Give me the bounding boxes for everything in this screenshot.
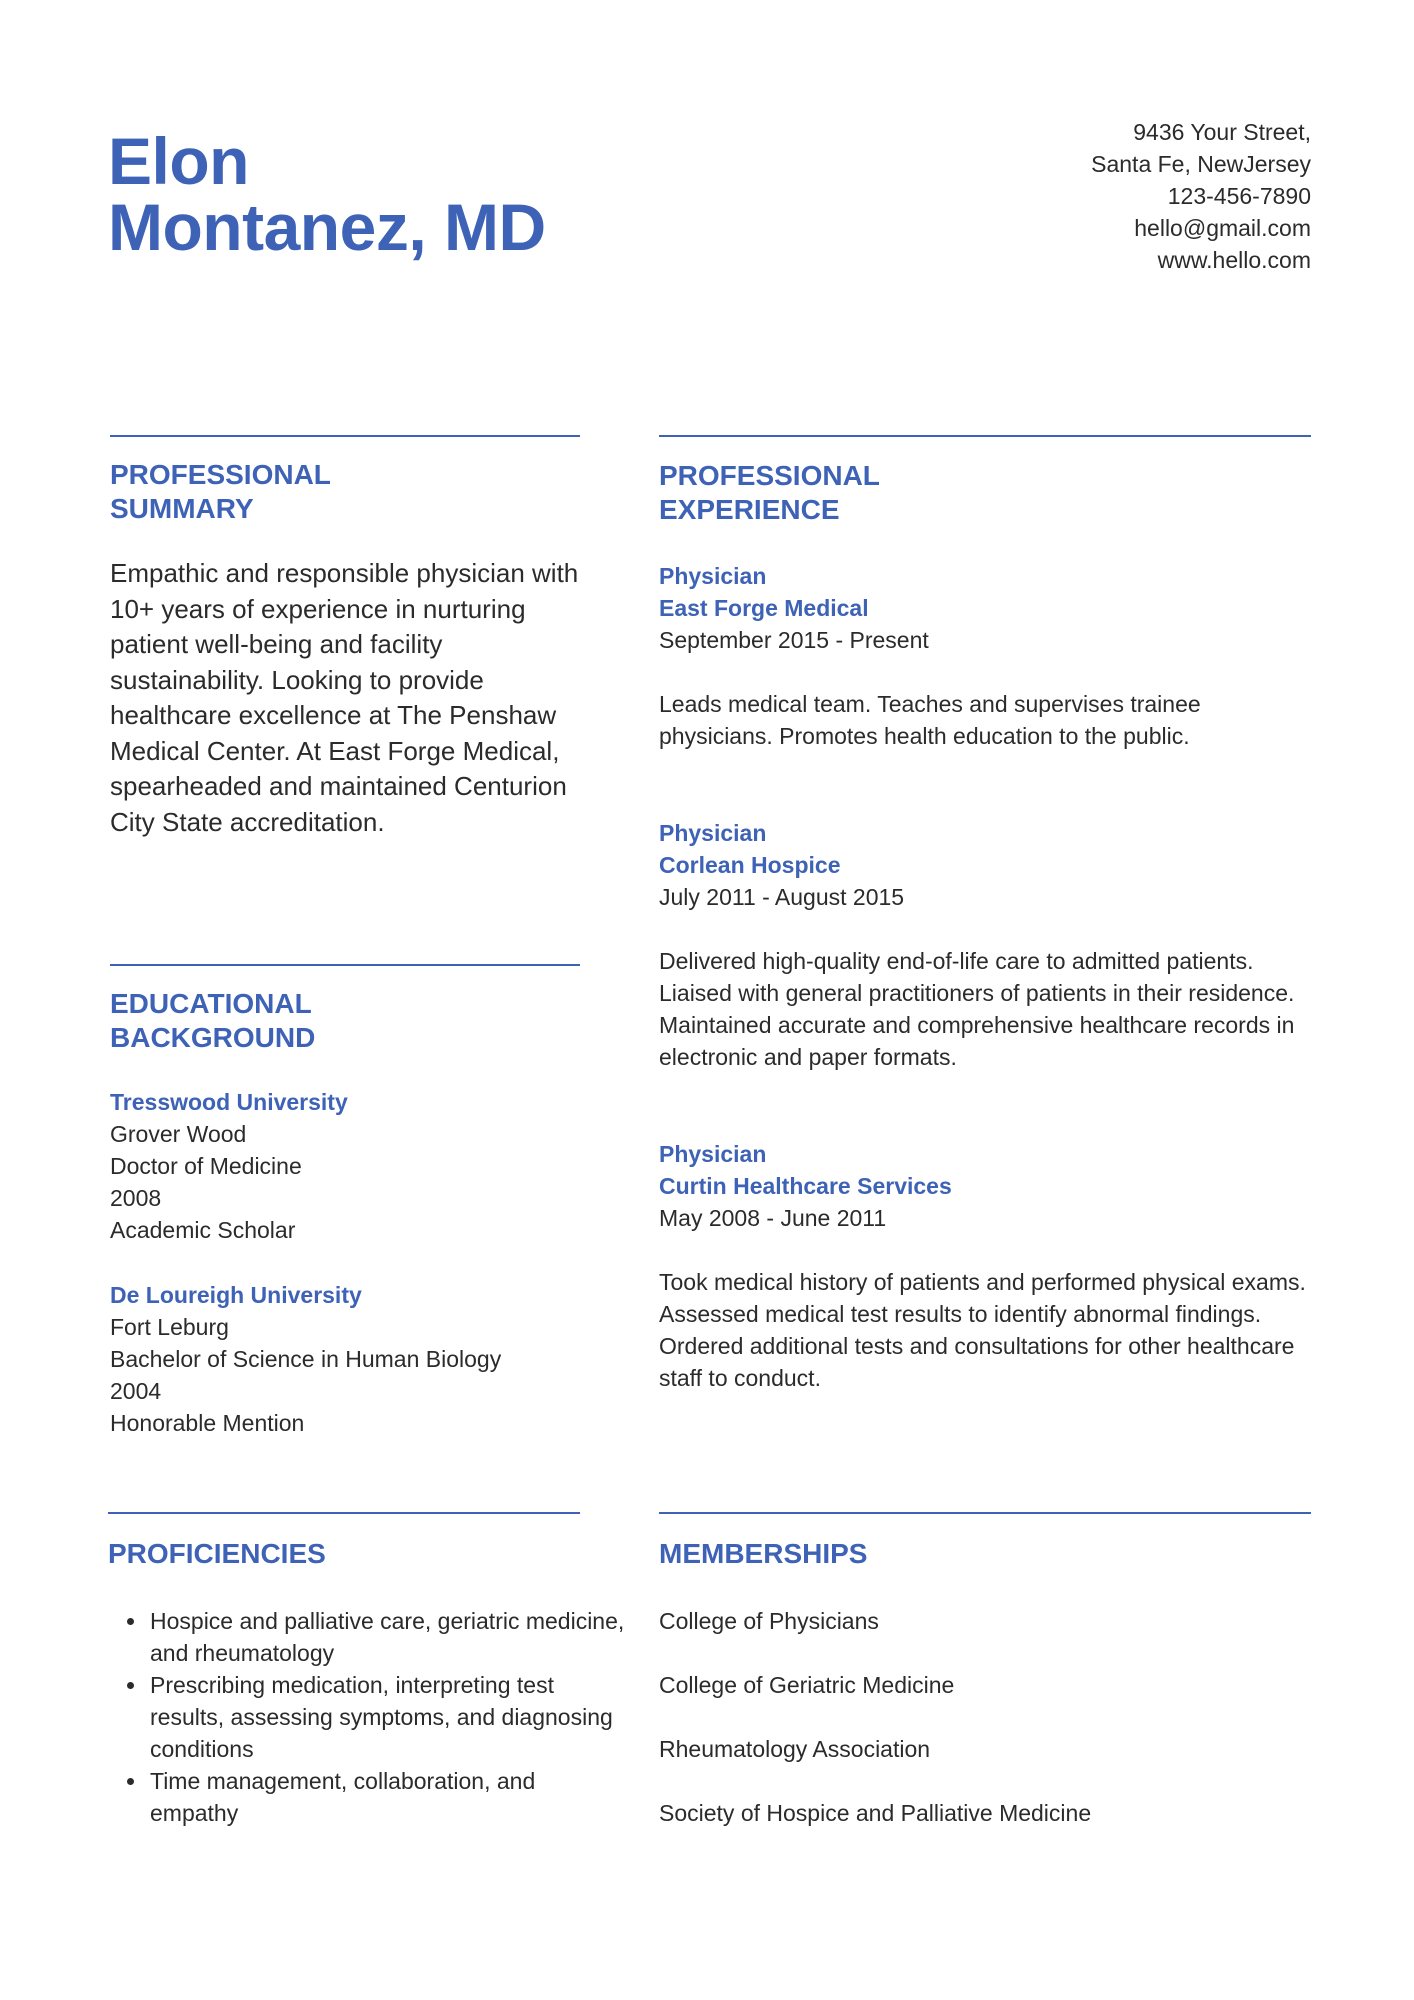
job-description: Took medical history of patients and performed physical exams. Assessed medical test results to identify abnormal findings. Ordered additional tests and consultations for other healthcare staff to conduct. [659, 1269, 1306, 1391]
list-item: Society of Hospice and Palliative Medicine [659, 1800, 1092, 1826]
job-description: Leads medical team. Teaches and supervises trainee physicians. Promotes health education to the public. [659, 691, 1201, 749]
memberships-title: MEMBERSHIPS [659, 1538, 868, 1569]
job-employer: Corlean Hospice [659, 852, 841, 878]
education-title-line-1: EDUCATIONAL [110, 988, 312, 1019]
job-dates: July 2011 - August 2015 [659, 884, 905, 910]
list-item: Rheumatology Association [659, 1736, 931, 1762]
contact-website[interactable]: www.hello.com [1157, 247, 1311, 273]
education-degree: Doctor of Medicine [110, 1153, 302, 1179]
education-title-line-2: BACKGROUND [110, 1022, 316, 1053]
contact-street: 9436 Your Street, [1133, 119, 1311, 145]
summary-divider [110, 435, 580, 437]
proficiencies-list [110, 1605, 628, 1829]
job-entry [659, 1138, 1311, 1394]
job-role: Physician [659, 563, 767, 589]
memberships-list [659, 1605, 1319, 1861]
education-honor: Academic Scholar [110, 1217, 296, 1243]
summary-text: Empathic and responsible physician with 10+ years of experience in nurturing patient well-being and facility sustainability. Looking to provide healthcare excellence at The Penshaw Medical Center. At East Forge Medical, spearheaded and maintained Centurion City State accreditation. [110, 558, 579, 837]
education-honor: Honorable Mention [110, 1410, 305, 1436]
contact-email[interactable]: hello@gmail.com [1134, 215, 1311, 241]
list-item: • Hospice and palliative care, geriatric medicine, and rheumatology [148, 1605, 628, 1669]
candidate-name [108, 124, 546, 264]
experience-title-line-2: EXPERIENCE [659, 494, 840, 525]
job-role: Physician [659, 1141, 767, 1167]
education-divider [110, 964, 580, 966]
job-entry [659, 817, 1311, 1073]
list-item: College of Geriatric Medicine [659, 1672, 955, 1698]
summary-title-line-2: SUMMARY [110, 493, 254, 524]
job-dates: September 2015 - Present [659, 627, 929, 653]
memberships-divider [659, 1512, 1311, 1514]
education-degree: Bachelor of Science in Human Biology [110, 1346, 502, 1372]
experience-divider [659, 435, 1311, 437]
experience-title [659, 459, 880, 527]
list-item: • Time management, collaboration, and empathy [148, 1765, 628, 1829]
job-role: Physician [659, 820, 767, 846]
education-location: Fort Leburg [110, 1314, 229, 1340]
list-item: • Prescribing medication, interpreting test results, assessing symptoms, and diagnosing conditions [148, 1669, 628, 1765]
education-year: 2008 [110, 1185, 162, 1211]
summary-title [110, 458, 331, 526]
contact-phone: 123-456-7890 [1167, 183, 1311, 209]
job-entry [659, 560, 1311, 752]
education-location: Grover Wood [110, 1121, 247, 1147]
job-dates: May 2008 - June 2011 [659, 1205, 887, 1231]
name-line-1: Elon [108, 124, 249, 198]
proficiencies-divider [108, 1512, 580, 1514]
summary-title-line-1: PROFESSIONAL [110, 459, 331, 490]
education-school: Tresswood University [110, 1089, 348, 1115]
education-entry [110, 1279, 590, 1439]
job-description: Delivered high-quality end-of-life care to admitted patients. Liaised with general practitioners of patients in their residence. Maintained accurate and comprehensive healthcare records in electronic and paper formats. [659, 948, 1295, 1070]
proficiencies-title: PROFICIENCIES [108, 1538, 326, 1569]
contact-block [1091, 116, 1311, 276]
experience-title-line-1: PROFESSIONAL [659, 460, 880, 491]
contact-city: Santa Fe, NewJersey [1091, 151, 1311, 177]
education-entry [110, 1086, 590, 1246]
education-title [110, 987, 315, 1055]
education-year: 2004 [110, 1378, 162, 1404]
list-item: College of Physicians [659, 1608, 879, 1634]
name-line-2: Montanez, MD [108, 190, 546, 264]
job-employer: Curtin Healthcare Services [659, 1173, 952, 1199]
education-school: De Loureigh University [110, 1282, 362, 1308]
job-employer: East Forge Medical [659, 595, 869, 621]
